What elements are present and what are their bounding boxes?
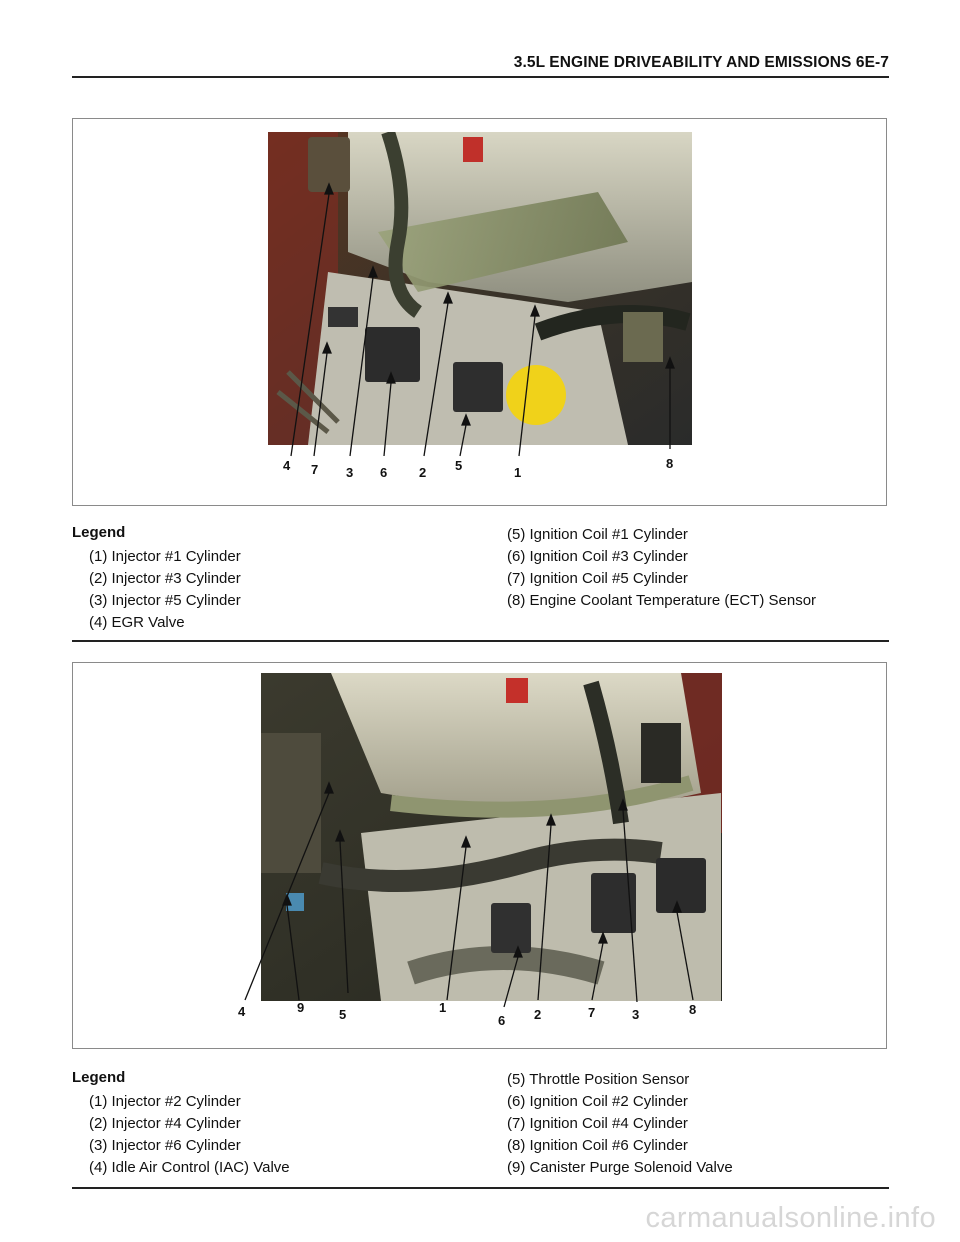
callout-5: 5	[339, 1007, 347, 1022]
legend-item: (5) Ignition Coil #1 Cylinder	[507, 526, 688, 543]
header-rule	[72, 76, 889, 78]
legend-item: (1) Injector #1 Cylinder	[89, 548, 241, 565]
callout-2: 2	[534, 1007, 542, 1022]
callout-6: 6	[498, 1013, 506, 1028]
legend-2-right-column	[507, 1069, 733, 1179]
callout-8: 8	[666, 456, 674, 471]
legend-item: (1) Injector #2 Cylinder	[89, 1093, 241, 1110]
callout-6: 6	[380, 465, 388, 480]
callout-3: 3	[346, 465, 354, 480]
legend-item: (5) Throttle Position Sensor	[507, 1071, 690, 1088]
callout-1: 1	[439, 1000, 447, 1015]
legend-item: (7) Ignition Coil #4 Cylinder	[507, 1115, 688, 1132]
legend-item: (4) Idle Air Control (IAC) Valve	[89, 1159, 290, 1176]
legend-1-right-column	[507, 524, 816, 612]
callout-5: 5	[455, 458, 463, 473]
legend-2-left-column	[89, 1091, 290, 1179]
footer-rule	[72, 1187, 889, 1189]
legend-2	[72, 1067, 889, 1185]
legend-item: (3) Injector #6 Cylinder	[89, 1137, 241, 1154]
callout-7: 7	[311, 462, 319, 477]
legend-item: (6) Ignition Coil #3 Cylinder	[507, 548, 688, 565]
legend-item: (8) Engine Coolant Temperature (ECT) Sensor	[507, 592, 817, 609]
figure-2-frame	[72, 662, 887, 1049]
callout-7: 7	[588, 1005, 596, 1020]
callout-2: 2	[419, 465, 427, 480]
callout-3: 3	[632, 1007, 640, 1022]
legend-1-title: Legend	[72, 524, 126, 541]
legend-2-title: Legend	[72, 1069, 126, 1086]
legend-item: (3) Injector #5 Cylinder	[89, 592, 241, 609]
callout-1: 1	[514, 465, 522, 480]
figure-1-frame	[72, 118, 887, 506]
callout-4: 4	[238, 1004, 246, 1019]
legend-item: (2) Injector #3 Cylinder	[89, 570, 241, 587]
callout-8: 8	[689, 1002, 697, 1017]
legend-item: (2) Injector #4 Cylinder	[89, 1115, 241, 1132]
callout-4: 4	[283, 458, 291, 473]
watermark: carmanualsonline.info	[645, 1202, 936, 1234]
legend-item: (4) EGR Valve	[89, 614, 185, 631]
callout-9: 9	[297, 1000, 305, 1015]
legend-item: (6) Ignition Coil #2 Cylinder	[507, 1093, 688, 1110]
page-header: 3.5L ENGINE DRIVEABILITY AND EMISSIONS 6E-7	[513, 54, 889, 71]
figure-2-callout-lines	[73, 663, 886, 1048]
legend-item: (9) Canister Purge Solenoid Valve	[507, 1159, 733, 1176]
legend-1	[72, 522, 889, 632]
legend-item: (8) Ignition Coil #6 Cylinder	[507, 1137, 688, 1154]
legend-item: (7) Ignition Coil #5 Cylinder	[507, 570, 688, 587]
legend-1-left-column	[89, 546, 241, 634]
figure-1-callout-lines	[73, 119, 886, 505]
section-rule	[72, 640, 889, 642]
